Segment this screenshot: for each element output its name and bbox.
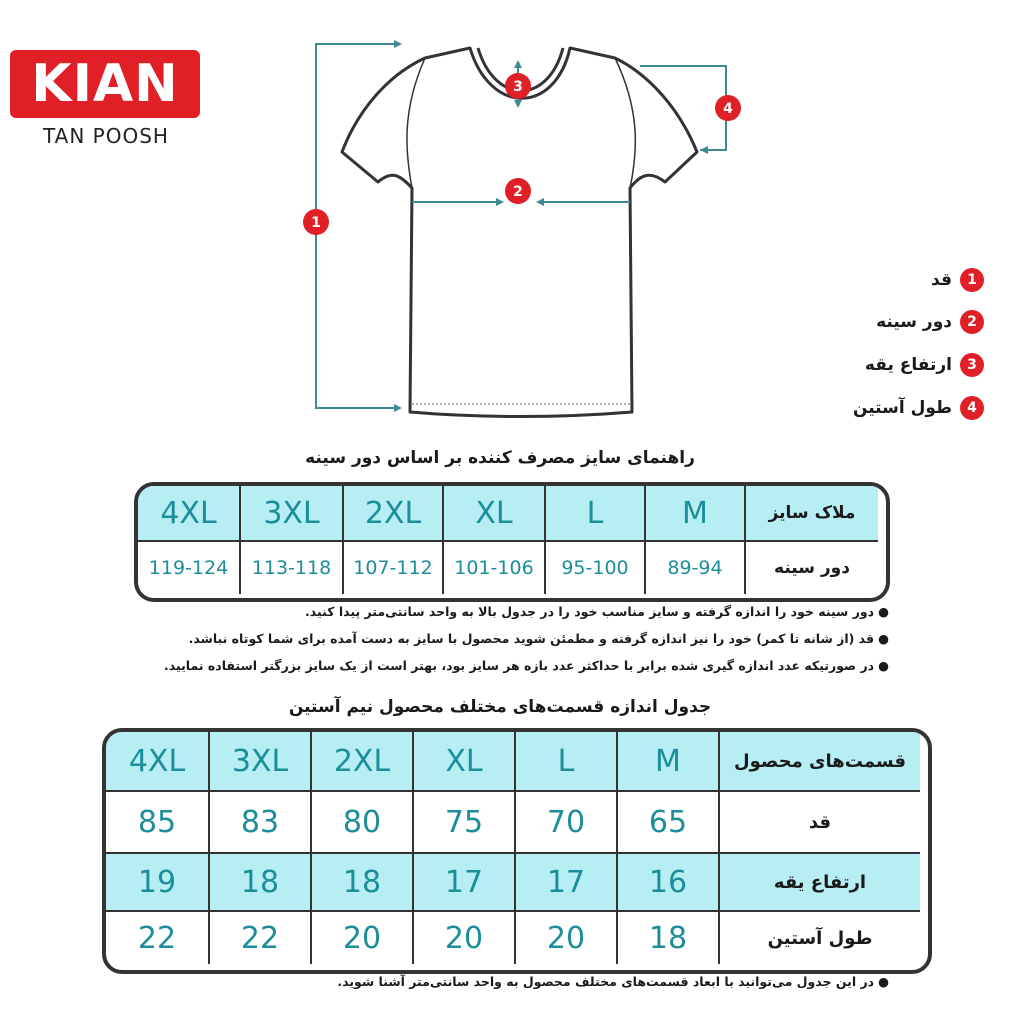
size-header: L [516, 732, 618, 792]
legend-label: ارتفاع یقه [864, 355, 952, 375]
sleeve-value: 20 [516, 912, 618, 964]
note-item: ● قد (از شانه تا کمر) خود را نیز اندازه گرفته و مطمئن شوید محصول با سایز به دست آمده برای شما کوتاه نباشد. [189, 631, 889, 646]
marker-1-label: 1 [311, 215, 321, 231]
product-size-table [102, 728, 932, 974]
consumer-table-title: راهنمای سایز مصرف کننده بر اساس دور سینه [305, 448, 695, 468]
legend-item-collar [865, 353, 984, 377]
table-row [106, 912, 928, 964]
table-header-row [106, 732, 928, 792]
length-value: 70 [516, 792, 618, 854]
size-header: M [618, 732, 720, 792]
brand-name: KIAN [31, 54, 179, 114]
size-header: 4XL [138, 486, 241, 542]
sleeve-value: 20 [312, 912, 414, 964]
legend-number: 3 [960, 353, 984, 377]
collar-value: 19 [106, 854, 210, 912]
table-row [106, 792, 928, 854]
sleeve-value: 22 [210, 912, 312, 964]
note-item: ● در صورتیکه عدد اندازه گیری شده برابر با حداکثر عدد بازه هر سایز بود، بهتر است از یک سایز بزرگتر استفاده نمایید. [164, 658, 889, 673]
sleeve-value: 18 [618, 912, 720, 964]
collar-value: 18 [210, 854, 312, 912]
product-table-title: جدول اندازه قسمت‌های مختلف محصول نیم آستین [288, 697, 712, 717]
legend-number: 2 [960, 310, 984, 334]
length-value: 75 [414, 792, 516, 854]
marker-3-label: 3 [513, 79, 523, 95]
table-row [106, 854, 928, 912]
legend-label: طول آستین [852, 398, 952, 418]
size-header: M [646, 486, 746, 542]
chest-value: 101-106 [444, 542, 546, 594]
length-value: 65 [618, 792, 720, 854]
legend-item-length [931, 268, 984, 292]
collar-value: 17 [516, 854, 618, 912]
length-value: 85 [106, 792, 210, 854]
brand-subtitle: TAN POOSH [43, 124, 169, 148]
table-row [138, 542, 886, 594]
legend-item-sleeve [853, 396, 984, 420]
size-header: 2XL [344, 486, 444, 542]
row-label: طول آستین [767, 927, 873, 949]
legend-number: 1 [960, 268, 984, 292]
chest-value: 95-100 [546, 542, 646, 594]
chest-value: 119-124 [138, 542, 241, 594]
length-value: 80 [312, 792, 414, 854]
legend-item-chest [876, 310, 984, 334]
row-label: ارتفاع یقه [720, 854, 920, 912]
size-header: 2XL [312, 732, 414, 792]
chest-value: 113-118 [241, 542, 344, 594]
consumer-size-table [134, 482, 890, 602]
size-header: 3XL [210, 732, 312, 792]
row-label: دور سینه [774, 558, 850, 578]
legend-label: قد [931, 270, 952, 290]
footer-note: ● در این جدول می‌توانید با ابعاد قسمت‌های مختلف محصول به واحد سانتی‌متر آشنا شوید. [337, 974, 889, 989]
legend-label: دور سینه [876, 312, 952, 332]
size-header: 3XL [241, 486, 344, 542]
table-header-row [138, 486, 886, 542]
note-item: ● دور سینه خود را اندازه گرفته و سایز مناسب خود را در جدول بالا به واحد سانتی‌متر پیدا کنید. [305, 604, 889, 619]
size-header: 4XL [106, 732, 210, 792]
size-header: XL [414, 732, 516, 792]
sleeve-value: 20 [414, 912, 516, 964]
collar-value: 18 [312, 854, 414, 912]
chest-value: 89-94 [646, 542, 746, 594]
sleeve-value: 22 [106, 912, 210, 964]
header-label: ملاک سایز [746, 486, 878, 542]
collar-value: 16 [618, 854, 720, 912]
size-header: L [546, 486, 646, 542]
length-value: 83 [210, 792, 312, 854]
row-label: قد [720, 792, 920, 854]
collar-value: 17 [414, 854, 516, 912]
chest-value: 107-112 [344, 542, 444, 594]
header-label: قسمت‌های محصول [720, 732, 920, 792]
legend-number: 4 [960, 396, 984, 420]
size-header: XL [444, 486, 546, 542]
marker-4-label: 4 [723, 101, 733, 117]
marker-2-label: 2 [513, 184, 523, 200]
